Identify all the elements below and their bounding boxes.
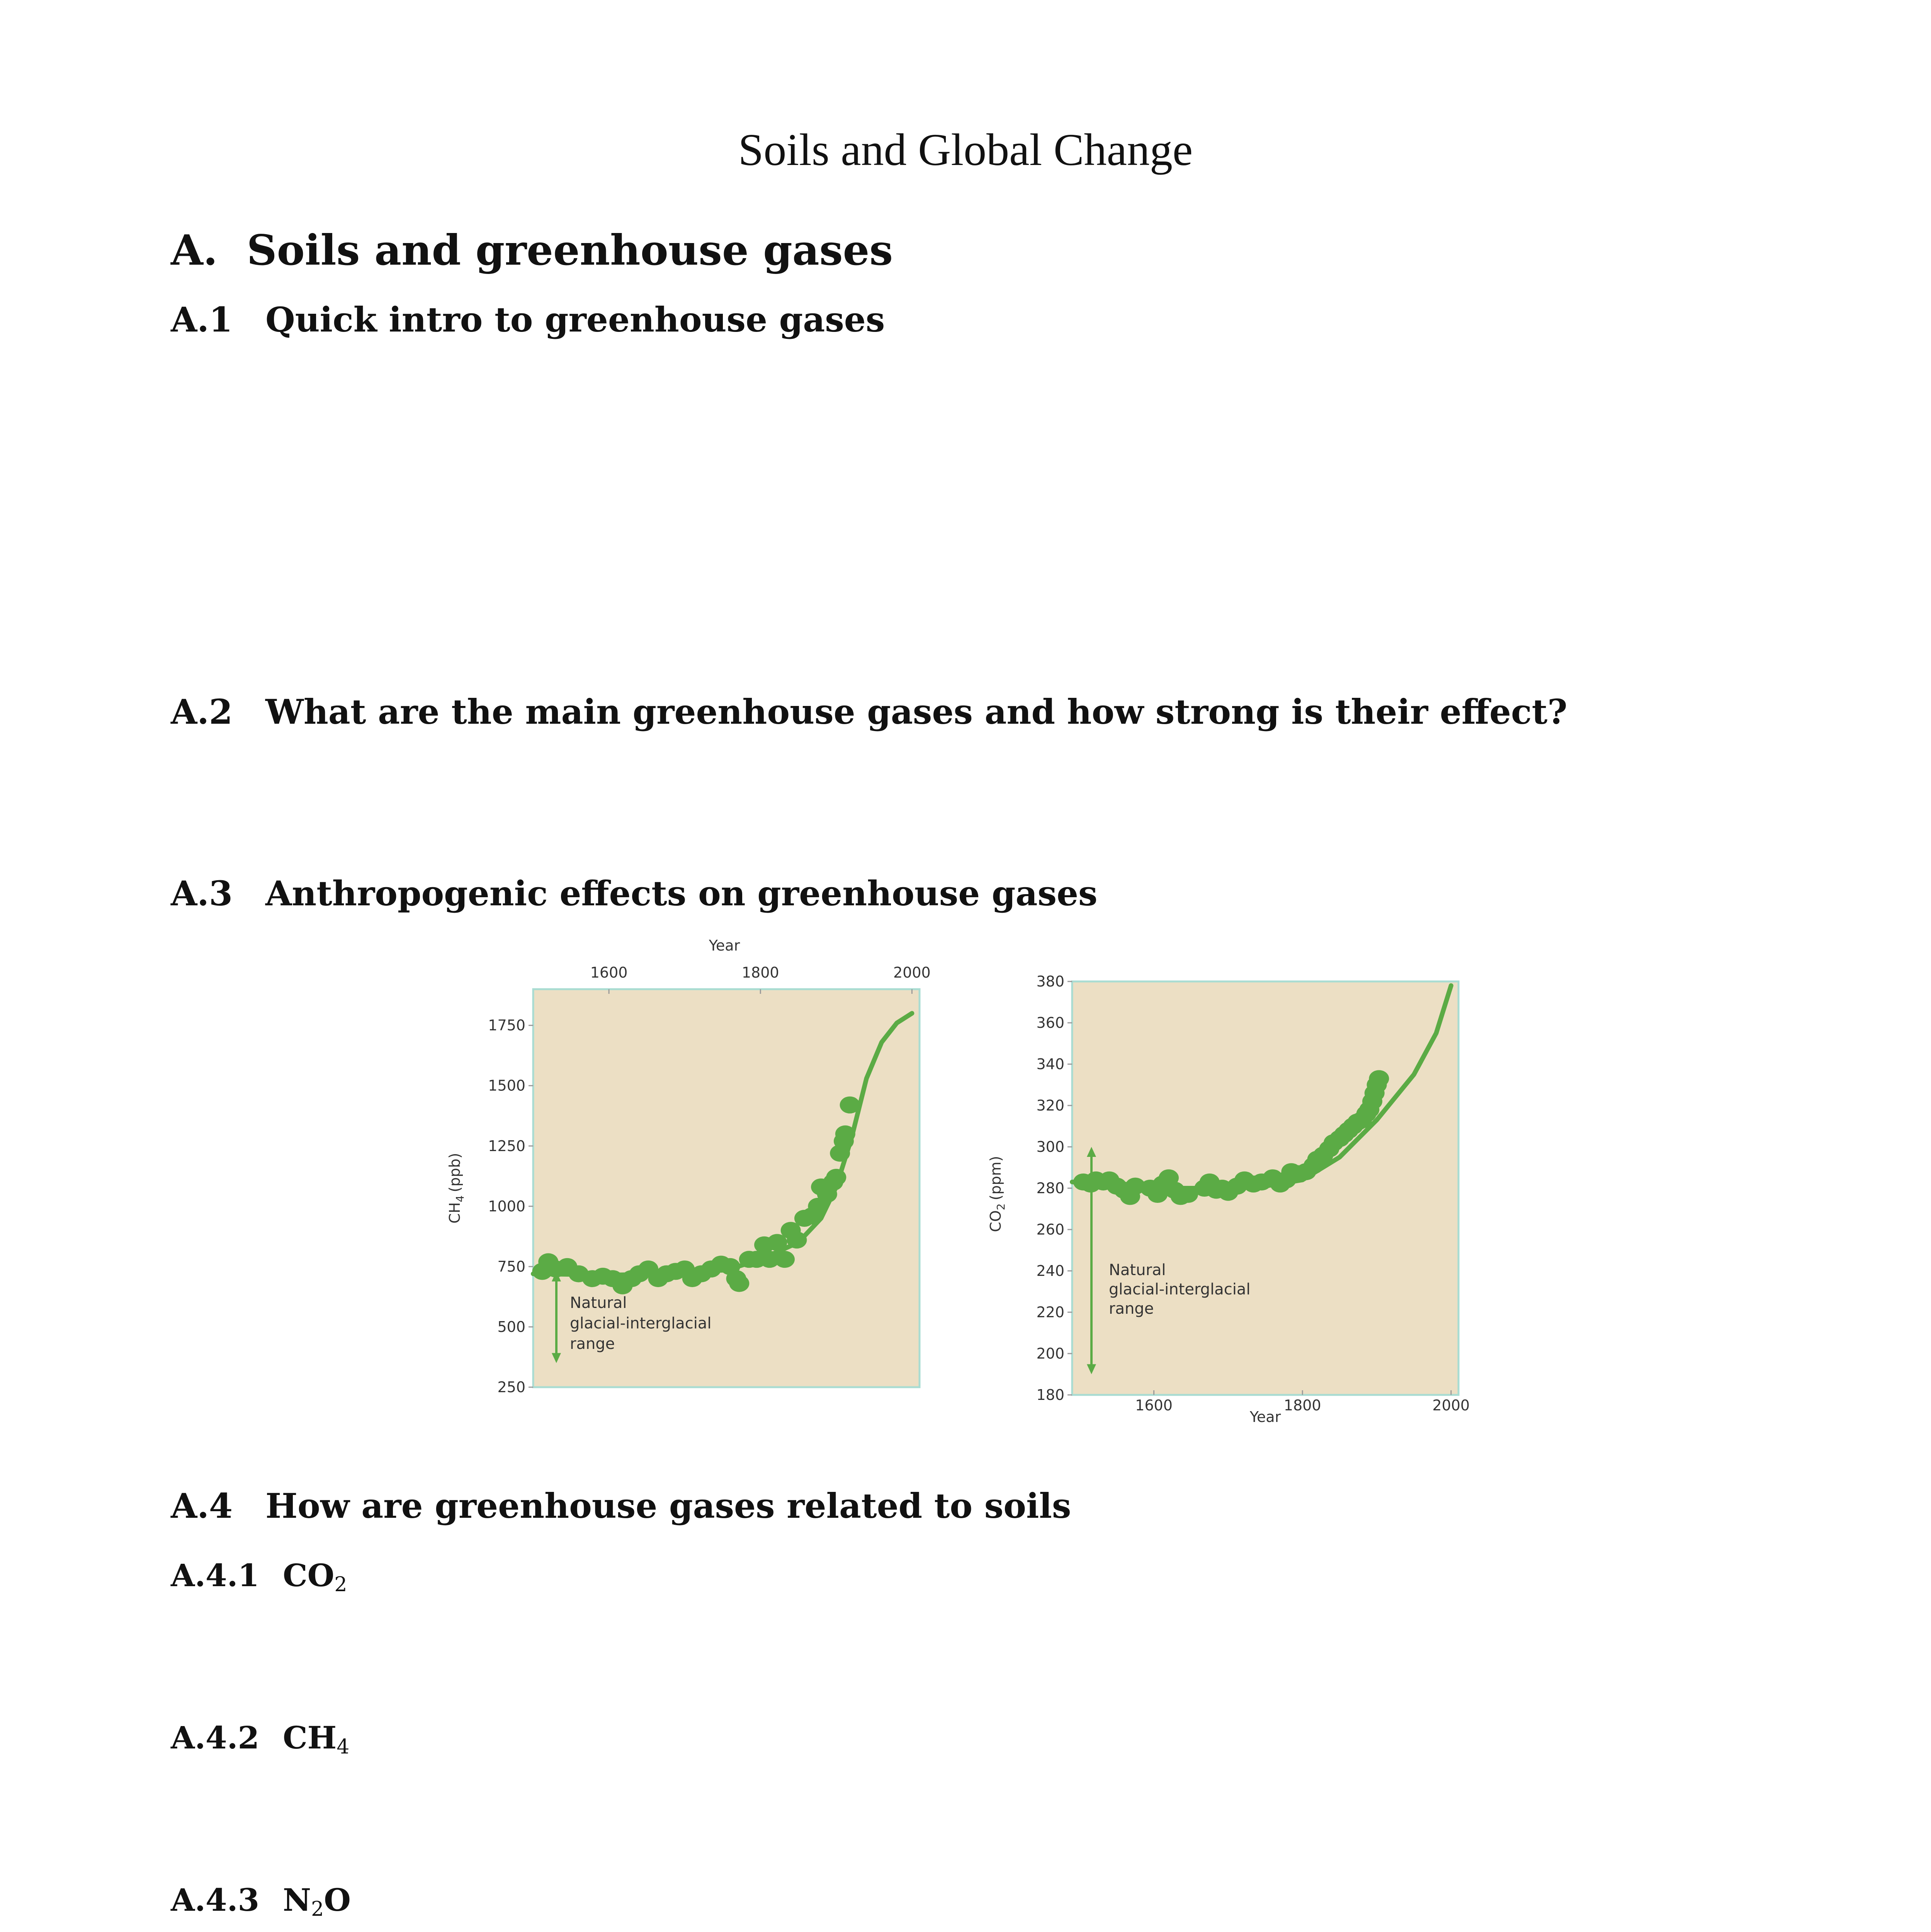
y-tick-label: 180: [1036, 1386, 1064, 1403]
subsection-title: What are the main greenhouse gases and how strong is their effect?: [265, 692, 1567, 732]
subsection-number: A.4: [171, 1486, 233, 1526]
y-tick-label: 340: [1036, 1056, 1064, 1073]
subsection-heading-a1: [171, 299, 885, 340]
data-point: [835, 1126, 855, 1143]
annotation-line: Natural: [570, 1294, 627, 1312]
y-tick-label: 240: [1036, 1262, 1064, 1279]
section-title: Soils and greenhouse gases: [246, 226, 893, 275]
y-axis-label: $CO_2(ppm)$: [987, 1156, 1007, 1232]
y-tick-label: 380: [1036, 973, 1064, 990]
x-tick-label: 2000: [1432, 1397, 1470, 1414]
x-tick-label: 1600: [1135, 1397, 1173, 1414]
co2-chart: [974, 966, 1515, 1430]
x-tick-label: 2000: [893, 964, 931, 981]
y-tick-label: 320: [1036, 1097, 1064, 1114]
y-tick-label: 750: [497, 1258, 525, 1275]
subsection-heading-a2: [171, 692, 1567, 732]
y-tick-label: 1500: [488, 1077, 525, 1094]
y-axis-label: $CH_4(ppb)$: [446, 1153, 466, 1224]
y-tick-label: 300: [1036, 1138, 1064, 1155]
data-point: [787, 1231, 807, 1248]
subsubsection-title-suffix: O: [324, 1882, 351, 1918]
data-point: [826, 1169, 846, 1186]
data-point: [729, 1275, 749, 1292]
subsubsection-heading-a43: [171, 1882, 351, 1921]
y-tick-label: 200: [1036, 1345, 1064, 1362]
annotation-line: range: [570, 1335, 615, 1353]
data-point: [1369, 1070, 1389, 1087]
subsubsection-heading-a42: [171, 1719, 349, 1759]
subsection-heading-a3: [171, 873, 1098, 913]
y-tick-label: 500: [497, 1318, 525, 1335]
subsubsection-title: CO: [283, 1557, 335, 1594]
x-tick-label: 1800: [741, 964, 779, 981]
subsubsection-title: CH: [283, 1719, 337, 1756]
y-tick-label: 1000: [488, 1197, 525, 1215]
subsection-title: How are greenhouse gases related to soils: [265, 1486, 1071, 1526]
x-tick-label: 1600: [590, 964, 628, 981]
subscript: 2: [311, 1898, 324, 1921]
data-point: [840, 1097, 860, 1114]
subscript: 4: [337, 1735, 350, 1759]
subsection-number: A.3: [171, 873, 233, 913]
y-tick-label: 220: [1036, 1304, 1064, 1321]
x-axis-label: Year: [709, 937, 740, 954]
x-tick-label: 1800: [1283, 1397, 1321, 1414]
subsubsection-number: A.4.1: [171, 1557, 260, 1594]
data-point: [775, 1251, 795, 1268]
subsubsection-number: A.4.2: [171, 1719, 260, 1756]
subsubsection-heading-a41: [171, 1557, 347, 1596]
section-number: A.: [171, 226, 218, 275]
x-axis-label: Year: [1249, 1408, 1281, 1425]
subscript: 2: [334, 1573, 347, 1596]
subsection-title: Quick intro to greenhouse gases: [265, 299, 885, 340]
section-heading-a: [171, 226, 893, 275]
y-tick-label: 1250: [488, 1137, 525, 1155]
document-title: Soils and Global Change: [738, 124, 1193, 175]
subsubsection-title: N: [283, 1882, 311, 1918]
subsubsection-number: A.4.3: [171, 1882, 260, 1918]
subsection-number: A.2: [171, 692, 233, 732]
y-tick-label: 250: [497, 1379, 525, 1396]
y-tick-label: 280: [1036, 1180, 1064, 1197]
annotation-line: Natural: [1109, 1261, 1166, 1279]
annotation-line: glacial-interglacial: [1109, 1281, 1251, 1298]
y-tick-label: 360: [1036, 1014, 1064, 1031]
annotation-line: glacial-interglacial: [570, 1315, 712, 1332]
y-tick-label: 1750: [488, 1017, 525, 1034]
subsection-number: A.1: [171, 299, 233, 340]
annotation-line: range: [1109, 1300, 1154, 1318]
subsection-heading-a4: [171, 1486, 1071, 1526]
y-tick-label: 260: [1036, 1221, 1064, 1238]
ch4-chart: [425, 935, 958, 1414]
subsection-title: Anthropogenic effects on greenhouse gases: [265, 873, 1098, 913]
